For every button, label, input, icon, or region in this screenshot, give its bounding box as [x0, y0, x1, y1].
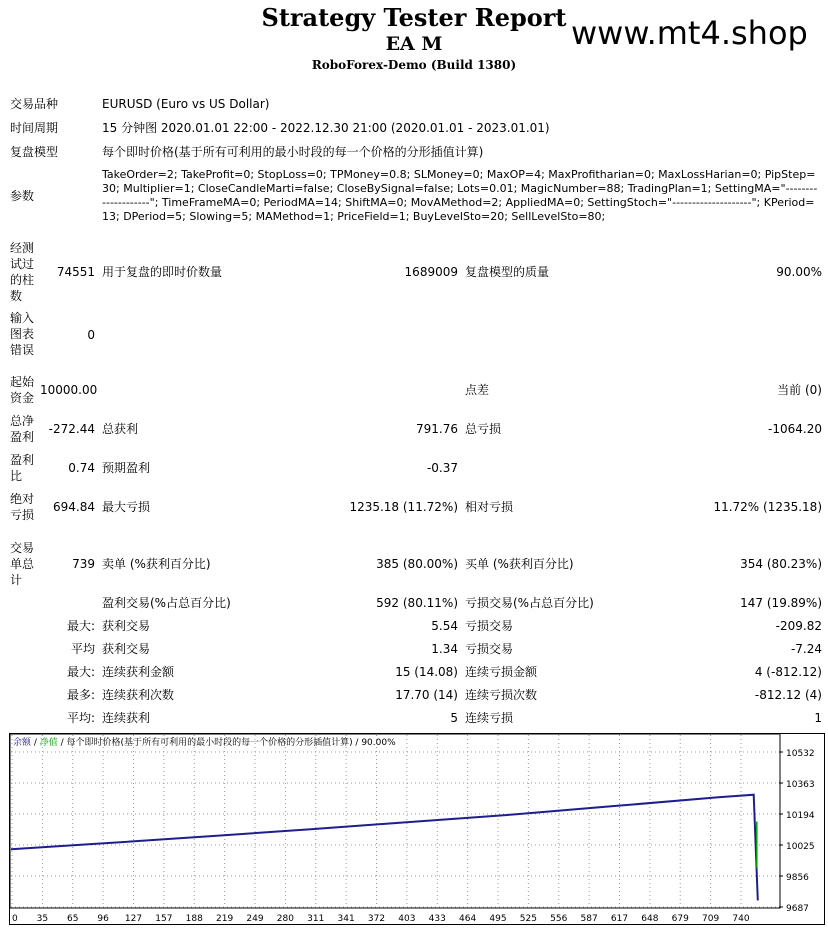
payoff-label: 预期盈利: [102, 461, 151, 475]
stats-row-deposit: [0, 374, 828, 408]
y-tick-label: 10194: [786, 811, 815, 821]
stats-row-maximal: [0, 687, 828, 707]
x-tick-label: 249: [246, 914, 264, 924]
loss-trades-value: 147 (19.89%): [740, 596, 822, 610]
x-tick-label: 433: [428, 914, 446, 924]
x-tick-label: 65: [67, 914, 79, 924]
maximal-prefix: 最多:: [66, 688, 95, 702]
ticks-value: 1689009: [404, 265, 458, 279]
stats-row-largest: [0, 618, 828, 638]
x-tick-label: 617: [610, 914, 629, 924]
max-cons-losses-label: 连续亏损金额: [465, 665, 538, 679]
x-tick-label: 311: [307, 914, 325, 924]
profit-trades-label: 盈利交易(%占总百分比): [102, 596, 231, 610]
x-tick-label: 403: [398, 914, 416, 924]
average-loss-value: -7.24: [790, 642, 822, 656]
legend-equity: 净值: [39, 738, 58, 748]
max-cons-prefix: 最大:: [66, 665, 95, 679]
server-build: RoboForex-Demo (Build 1380): [311, 58, 517, 72]
pf-value: 0.74: [68, 461, 95, 475]
largest-profit-label: 获利交易: [102, 619, 151, 633]
average-prefix: 平均: [70, 642, 95, 656]
rel-dd-label: 相对亏损: [465, 500, 514, 514]
gross-loss-value: -1064.20: [768, 422, 822, 436]
abs-dd-value: 694.84: [53, 500, 95, 514]
average-profit-label: 获利交易: [102, 642, 151, 656]
avg-cons-wins-label: 连续获利: [102, 711, 151, 725]
x-tick-label: 96: [97, 914, 109, 924]
avg-cons-wins-value: 5: [450, 711, 458, 725]
x-tick-label: 0: [12, 914, 18, 924]
x-tick-label: 679: [671, 914, 689, 924]
model-value: 每个即时价格(基于所有可利用的最小时段的每一个价格的分形插值计算): [102, 145, 484, 159]
spread-label: 点差: [465, 383, 490, 397]
largest-loss-value: -209.82: [775, 619, 822, 633]
long-value: 354 (80.23%): [740, 557, 822, 571]
y-tick-label: 9856: [786, 873, 809, 883]
x-tick-label: 219: [216, 914, 234, 924]
x-tick-label: 648: [641, 914, 659, 924]
x-tick-label: 35: [36, 914, 49, 924]
stats-row-pf: [0, 452, 828, 486]
maximal-losses-label: 连续亏损次数: [465, 688, 538, 702]
stats-row-drawdown: [0, 491, 828, 525]
long-label: 买单 (%获利百分比): [465, 557, 574, 571]
average-profit-value: 1.34: [431, 642, 458, 656]
x-tick-label: 341: [337, 914, 355, 924]
gross-profit-label: 总获利: [102, 422, 139, 436]
legend-balance: 余额: [13, 738, 32, 748]
x-tick-label: 127: [124, 914, 143, 924]
pf-label: 盈利比: [10, 453, 35, 483]
quality-label: 复盘模型的质量: [465, 265, 550, 279]
stats-row-average: [0, 641, 828, 661]
net-value: -272.44: [48, 422, 95, 436]
ticks-label: 用于复盘的即时价数量: [102, 265, 223, 279]
y-tick-label: 10025: [786, 842, 815, 852]
x-tick-label: 709: [702, 914, 720, 924]
maximal-wins-label: 连续获利次数: [102, 688, 175, 702]
y-tick-label: 10532: [786, 749, 815, 759]
trades-value: 739: [72, 557, 95, 571]
errors-label: 输入图表错误: [10, 311, 35, 357]
stats-row-errors: [0, 310, 828, 360]
max-cons-wins-value: 15 (14.08): [395, 665, 458, 679]
symbol-label: 交易品种: [10, 97, 59, 111]
x-tick-label: 372: [367, 914, 386, 924]
params-value: TakeOrder=2; TakeProfit=0; StopLoss=0; TPMoney=0.8; SLMoney=0; MaxOP=4; MaxProfitharian=0; MaxLossHarian=0; PipStep=30; Multiplier=1; CloseCandleMarti=false; CloseBySignal=false; Lots=0.01; MagicNumber=88; TradingPlan=1; SettingMA="--------------------"; TimeFrameMA=0; PeriodMA=14; ShiftMA=0; MovAMethod=2; AppliedMA=0; SettingStoch="--------------------"; KPeriod=13; DPeriod=5; Slowing=5; MAMethod=1; PriceField=1; BuyLevelSto=20; SellLevelSto=80;: [102, 168, 818, 223]
deposit-label: 起始资金: [10, 375, 35, 405]
rel-dd-value: 11.72% (1235.18): [713, 500, 822, 514]
max-cons-losses-value: 4 (-812.12): [754, 665, 822, 679]
largest-profit-value: 5.54: [431, 619, 458, 633]
x-tick-label: 280: [276, 914, 294, 924]
stats-row-max-consecutive: [0, 664, 828, 684]
loss-trades-label: 亏损交易(%占总百分比): [465, 596, 594, 610]
largest-loss-label: 亏损交易: [465, 619, 514, 633]
model-label: 复盘模型: [10, 145, 59, 159]
deposit-value: 10000.00: [40, 383, 98, 397]
spread-value: 当前 (0): [777, 383, 822, 397]
period-value: 15 分钟图 2020.01.01 22:00 - 2022.12.30 21:00 (2020.01.01 - 2023.01.01): [102, 121, 550, 135]
short-label: 卖单 (%获利百分比): [102, 557, 211, 571]
errors-value: 0: [87, 328, 95, 342]
stats-row-avg-consecutive: [0, 710, 828, 730]
x-tick-label: 525: [519, 914, 537, 924]
max-dd-value: 1235.18 (11.72%): [349, 500, 458, 514]
legend-separator: /: [31, 738, 40, 748]
x-tick-label: 188: [185, 914, 203, 924]
bars-value: 74551: [56, 265, 95, 279]
abs-dd-label: 绝对亏损: [10, 492, 35, 522]
y-tick-label: 9687: [786, 904, 809, 914]
quality-value: 90.00%: [776, 265, 822, 279]
chart-plot-area: [10, 734, 780, 908]
maximal-losses-value: -812.12 (4): [754, 688, 822, 702]
x-tick-label: 157: [155, 914, 173, 924]
watermark-text: www.mt4.shop: [571, 14, 808, 52]
net-label: 总净盈利: [10, 414, 35, 444]
x-tick-label: 495: [489, 914, 507, 924]
profit-trades-value: 592 (80.11%): [376, 596, 458, 610]
stats-row-trades: [0, 540, 828, 590]
bars-label: 经测试过的柱数: [10, 241, 35, 303]
stats-row-net: [0, 413, 828, 447]
avg-cons-losses-value: 1: [814, 711, 822, 725]
stats-row-profit-trades: [0, 595, 828, 615]
maximal-wins-value: 17.70 (14): [395, 688, 458, 702]
avg-cons-losses-label: 连续亏损: [465, 711, 514, 725]
y-tick-label: 10363: [786, 780, 815, 790]
x-tick-label: 740: [732, 914, 750, 924]
max-dd-label: 最大亏损: [102, 500, 151, 514]
period-label: 时间周期: [10, 121, 59, 135]
info-table: [10, 94, 820, 226]
x-tick-label: 464: [459, 914, 477, 924]
balance-chart: [9, 733, 825, 925]
params-label: 参数: [10, 189, 35, 203]
short-value: 385 (80.00%): [376, 557, 458, 571]
legend-description: / 每个即时价格(基于所有可利用的最小时段的每一个价格的分形插值计算) / 90.00%: [57, 738, 396, 748]
report-title: Strategy Tester Report: [261, 3, 567, 32]
x-tick-label: 587: [580, 914, 598, 924]
x-tick-label: 556: [550, 914, 568, 924]
avg-cons-prefix: 平均:: [66, 711, 95, 725]
average-loss-label: 亏损交易: [465, 642, 514, 656]
max-cons-wins-label: 连续获利金额: [102, 665, 175, 679]
trades-label: 交易单总计: [10, 541, 35, 587]
chart-legend: [13, 736, 396, 748]
gross-loss-label: 总亏损: [465, 422, 502, 436]
payoff-value: -0.37: [426, 461, 458, 475]
gross-profit-value: 791.76: [416, 422, 458, 436]
largest-prefix: 最大:: [66, 619, 95, 633]
ea-name: EA M: [385, 33, 443, 55]
stats-row-bars: [0, 240, 828, 304]
symbol-value: EURUSD (Euro vs US Dollar): [102, 97, 270, 111]
